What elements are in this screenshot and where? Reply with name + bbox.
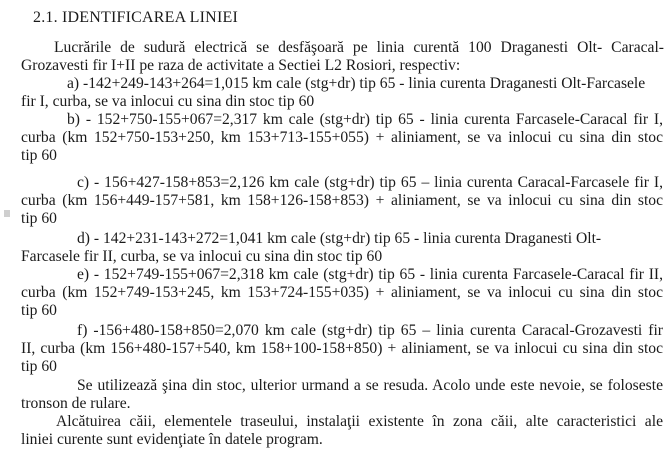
item-c-line-1: c) - 156+427-158+853=2,126 km cale (stg+dr) tip 65 – linia curenta Caracal-Farcasele fir I,: [77, 174, 663, 191]
section-heading: 2.1. IDENTIFICAREA LINIEI: [33, 9, 238, 26]
item-f-line-3: tip 60: [21, 358, 57, 375]
intro-line-2: Grozavesti fir I+II pe raza de activitate a Sectiei L2 Rosiori, respectiv:: [21, 57, 461, 74]
item-d-line-2: Farcasele fir II, curba, se va inlocui cu sina din stoc tip 60: [21, 248, 383, 265]
item-f-line-2: II, curba (km 156+480-157+540, km 158+100-158+850) + aliniament, se va inlocui cu sina din stoc: [21, 340, 663, 357]
item-b-line-2: curba (km 152+750-153+250, km 153+713-155+055) + aliniament, se va inlocui cu sina din stoc: [21, 129, 663, 146]
item-a-line-2: fir I, curba, se va inlocui cu sina din stoc tip 60: [21, 93, 315, 110]
item-d-line-1: d) - 142+231-143+272=1,041 km cale (stg+dr) tip 65 - linia curenta Draganesti Olt-: [77, 230, 602, 247]
scan-artifact: [4, 210, 10, 217]
composition-line-2: liniei curente sunt evidenţiate în datele program.: [21, 431, 323, 448]
item-e-line-1: e) - 152+749-155+067=2,318 km cale (stg+dr) tip 65 - linia curenta Farcasele-Caracal fir II,: [77, 266, 663, 283]
composition-line-1: Alcătuirea căii, elementele traseului, instalaţii existente în zona căii, alte caracteristici ale: [56, 413, 663, 430]
item-a-line-1: a) -142+249-143+264=1,015 km cale (stg+dr) tip 65 - linia curenta Draganesti Olt-Farcasele: [67, 75, 646, 92]
item-e-line-2: curba (km 152+749-153+245, km 153+724-155+035) + aliniament, se va inlocui cu sina din stoc: [21, 284, 663, 301]
item-b-line-3: tip 60: [21, 147, 57, 164]
item-c-line-3: tip 60: [21, 210, 57, 227]
intro-line-1: Lucrările de sudură electrică se desfăşoară pe linia curentă 100 Draganesti Olt- Caracal-: [54, 39, 664, 56]
item-f-line-1: f) -156+480-158+850=2,070 km cale (stg+dr) tip 65 – linia curenta Caracal-Grozavesti fir: [77, 322, 663, 339]
item-c-line-2: curba (km 156+449-157+581, km 158+126-158+853) + aliniament, se va inlocui cu sina din stoc: [21, 192, 663, 209]
item-e-line-3: tip 60: [21, 302, 57, 319]
stock-line-1: Se utilizează şina din stoc, ulterior urmand a se resuda. Acolo unde este nevoie, se foloseste: [77, 377, 663, 394]
stock-line-2: tronson de rulare.: [21, 395, 131, 412]
item-b-line-1: b) - 152+750-155+067=2,317 km cale (stg+dr) tip 65 - linia curenta Farcasele-Caracal fir I,: [67, 111, 663, 128]
